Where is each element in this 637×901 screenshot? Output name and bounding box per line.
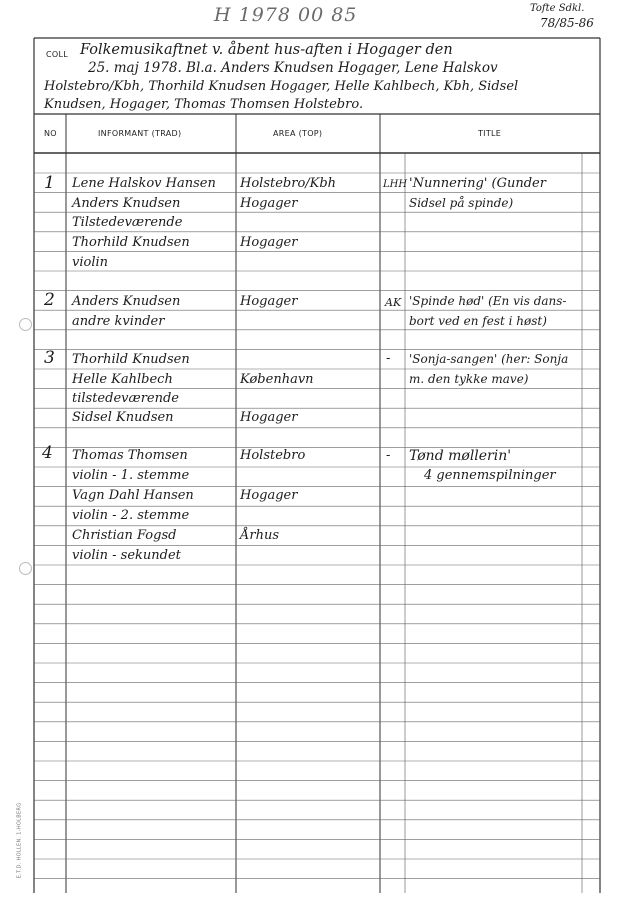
informant-line: Christian Fogsd (72, 528, 177, 543)
title-line: 4 gennemspilninger (424, 468, 556, 483)
area-line: Hogager (240, 294, 298, 309)
corner-ref-2: 78/85-86 (540, 16, 594, 30)
column-header-title: TITLE (478, 129, 502, 138)
informant-line: Thorhild Knudsen (72, 352, 190, 367)
informant-line: violin - 1. stemme (72, 468, 190, 483)
informant-line: violin (72, 255, 109, 270)
archive-number: H 1978 00 85 (214, 4, 358, 26)
title-line: 'Spinde hød' (En vis dans- (409, 294, 567, 308)
title-line: bort ved en fest i høst) (409, 314, 547, 328)
informant-line: Lene Halskov Hansen (72, 176, 216, 191)
printer-mark: E.T.D. HOLLEN. 1-HOLBERG (16, 802, 23, 879)
coll-line-2: 25. maj 1978. Bl.a. Anders Knudsen Hogager, Lene Halskov (88, 60, 498, 76)
area-line: Hogager (240, 410, 298, 425)
area-line: Århus (240, 528, 280, 543)
informant-line: violin - 2. stemme (72, 508, 190, 523)
area-line: Holstebro (240, 448, 306, 463)
informant-line: Tilstedeværende (72, 215, 183, 230)
code: - (386, 351, 391, 366)
code: - (386, 448, 391, 463)
punch-hole-bottom (19, 562, 32, 575)
informant-line: tilstedeværende (72, 391, 180, 406)
informant-line: Anders Knudsen (72, 196, 181, 211)
entry-number: 3 (44, 348, 55, 368)
title-line: 'Sonja-sangen' (her: Sonja (409, 352, 569, 366)
informant-line: Helle Kahlbech (72, 372, 173, 387)
area-line: Hogager (240, 488, 298, 503)
informant-line: Anders Knudsen (72, 294, 181, 309)
entry-number: 4 (42, 443, 53, 463)
code: LHH (383, 179, 408, 190)
punch-hole-top (19, 318, 32, 331)
informant-line: andre kvinder (72, 314, 165, 329)
informant-line: Vagn Dahl Hansen (72, 488, 194, 503)
area-line: Hogager (240, 235, 298, 250)
informant-line: Thorhild Knudsen (72, 235, 190, 250)
informant-line: Sidsel Knudsen (72, 410, 174, 425)
coll-line-4: Knudsen, Hogager, Thomas Thomsen Holstebro. (44, 97, 364, 112)
informant-line: Thomas Thomsen (72, 448, 188, 463)
title-line: Tønd møllerin' (409, 448, 512, 464)
coll-label: COLL (46, 50, 68, 59)
area-line: Holstebro/Kbh (240, 176, 337, 191)
column-header-no: NO (44, 129, 57, 138)
title-line: Sidsel på spinde) (409, 196, 514, 210)
code: AK (385, 296, 402, 309)
coll-line-1: Folkemusikaftnet v. åbent hus-aften i Hogager den (80, 42, 453, 58)
informant-line: violin - sekundet (72, 548, 181, 563)
title-line: m. den tykke mave) (409, 372, 529, 386)
title-line: 'Nunnering' (Gunder (409, 176, 546, 191)
area-line: Hogager (240, 196, 298, 211)
area-line: København (240, 372, 314, 387)
entry-number: 2 (44, 290, 55, 310)
entry-number: 1 (44, 173, 55, 193)
column-header-informant: INFORMANT (TRAD) (98, 129, 182, 138)
corner-ref-1: Tofte Sdkl. (530, 3, 585, 14)
coll-line-3: Holstebro/Kbh, Thorhild Knudsen Hogager, Helle Kahlbech, Kbh, Sidsel (44, 79, 519, 94)
column-header-area: AREA (TOP) (273, 129, 323, 138)
